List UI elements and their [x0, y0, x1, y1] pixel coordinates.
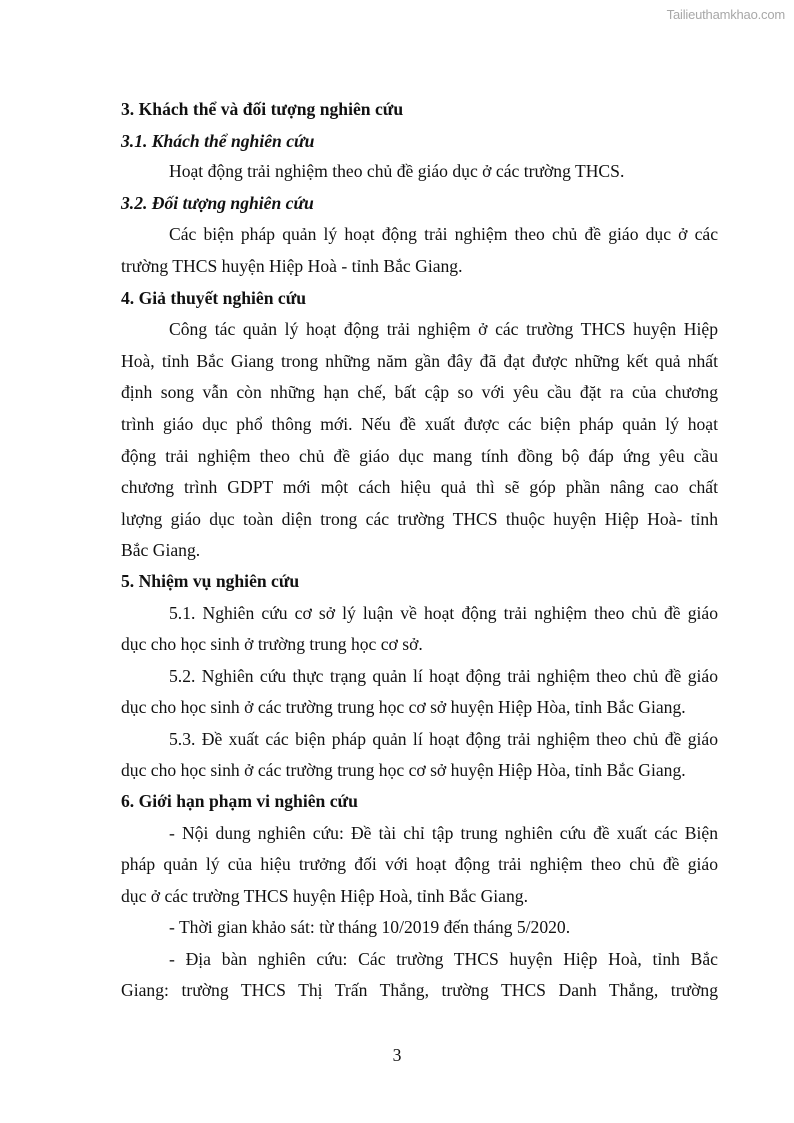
- paragraph-line: Hoà, tỉnh Bắc Giang trong những năm gần đây đã đạt được những kết quả nhất: [121, 351, 718, 371]
- paragraph-line: dục cho học sinh ở trường trung học cơ sở.: [121, 634, 423, 654]
- heading-section-3: 3. Khách thể và đối tượng nghiên cứu: [121, 99, 404, 119]
- heading-section-5: 5. Nhiệm vụ nghiên cứu: [121, 571, 300, 591]
- paragraph-line: lượng giáo dục toàn diện trong các trường THCS thuộc huyện Hiệp Hoà- tỉnh: [121, 509, 718, 529]
- paragraph-line: dục cho học sinh ở các trường trung học cơ sở huyện Hiệp Hòa, tỉnh Bắc Giang.: [121, 760, 686, 780]
- paragraph-line: 5.1. Nghiên cứu cơ sở lý luận về hoạt động trải nghiệm theo chủ đề giáo: [169, 603, 718, 623]
- paragraph-line: dục ở các trường THCS huyện Hiệp Hoà, tỉnh Bắc Giang.: [121, 886, 528, 906]
- page-number: 3: [392, 1045, 402, 1065]
- paragraph-line: định song vẫn còn những hạn chế, bất cập so với yêu cầu đặt ra của chương: [121, 382, 718, 402]
- paragraph-line: Bắc Giang.: [121, 540, 201, 560]
- paragraph-line: động trải nghiệm theo chủ đề giáo dục mang tính đồng bộ đáp ứng yêu cầu: [121, 446, 718, 466]
- paragraph-line: chương trình GDPT mới một cách hiệu quả thì sẽ góp phần nâng cao chất: [121, 477, 718, 497]
- paragraph-line: - Thời gian khảo sát: từ tháng 10/2019 đến tháng 5/2020.: [169, 917, 571, 937]
- paragraph-line: pháp quản lý của hiệu trưởng đối với hoạt động trải nghiệm theo chủ đề giáo: [121, 854, 718, 874]
- watermark: Tailieuthamkhao.com: [666, 7, 785, 22]
- paragraph-line: 5.2. Nghiên cứu thực trạng quản lí hoạt động trải nghiệm theo chủ đề giáo: [169, 666, 718, 686]
- paragraph-line: trình giáo dục phổ thông mới. Nếu đề xuất được các biện pháp quản lý hoạt: [121, 414, 718, 434]
- heading-section-3-2: 3.2. Đối tượng nghiên cứu: [121, 193, 314, 213]
- paragraph-line: dục cho học sinh ở các trường trung học cơ sở huyện Hiệp Hòa, tỉnh Bắc Giang.: [121, 697, 686, 717]
- heading-section-6: 6. Giới hạn phạm vi nghiên cứu: [121, 791, 358, 811]
- paragraph-line: Các biện pháp quản lý hoạt động trải nghiệm theo chủ đề giáo dục ở các: [169, 224, 718, 244]
- paragraph-line: - Nội dung nghiên cứu: Đề tài chỉ tập trung nghiên cứu đề xuất các Biện: [169, 823, 718, 843]
- heading-section-3-1: 3.1. Khách thể nghiên cứu: [121, 131, 315, 151]
- paragraph-line: Công tác quản lý hoạt động trải nghiệm ở các trường THCS huyện Hiệp: [169, 319, 718, 339]
- paragraph-line: 5.3. Đề xuất các biện pháp quản lí hoạt động trải nghiệm theo chủ đề giáo: [169, 729, 718, 749]
- paragraph-line: - Địa bàn nghiên cứu: Các trường THCS huyện Hiệp Hoà, tỉnh Bắc: [169, 949, 718, 969]
- paragraph-line: Hoạt động trải nghiệm theo chủ đề giáo dục ở các trường THCS.: [169, 161, 625, 181]
- paragraph-line: Giang: trường THCS Thị Trấn Thắng, trường THCS Danh Thắng, trường: [121, 980, 718, 1000]
- paragraph-line: trường THCS huyện Hiệp Hoà - tỉnh Bắc Giang.: [121, 256, 463, 276]
- heading-section-4: 4. Giả thuyết nghiên cứu: [121, 288, 307, 308]
